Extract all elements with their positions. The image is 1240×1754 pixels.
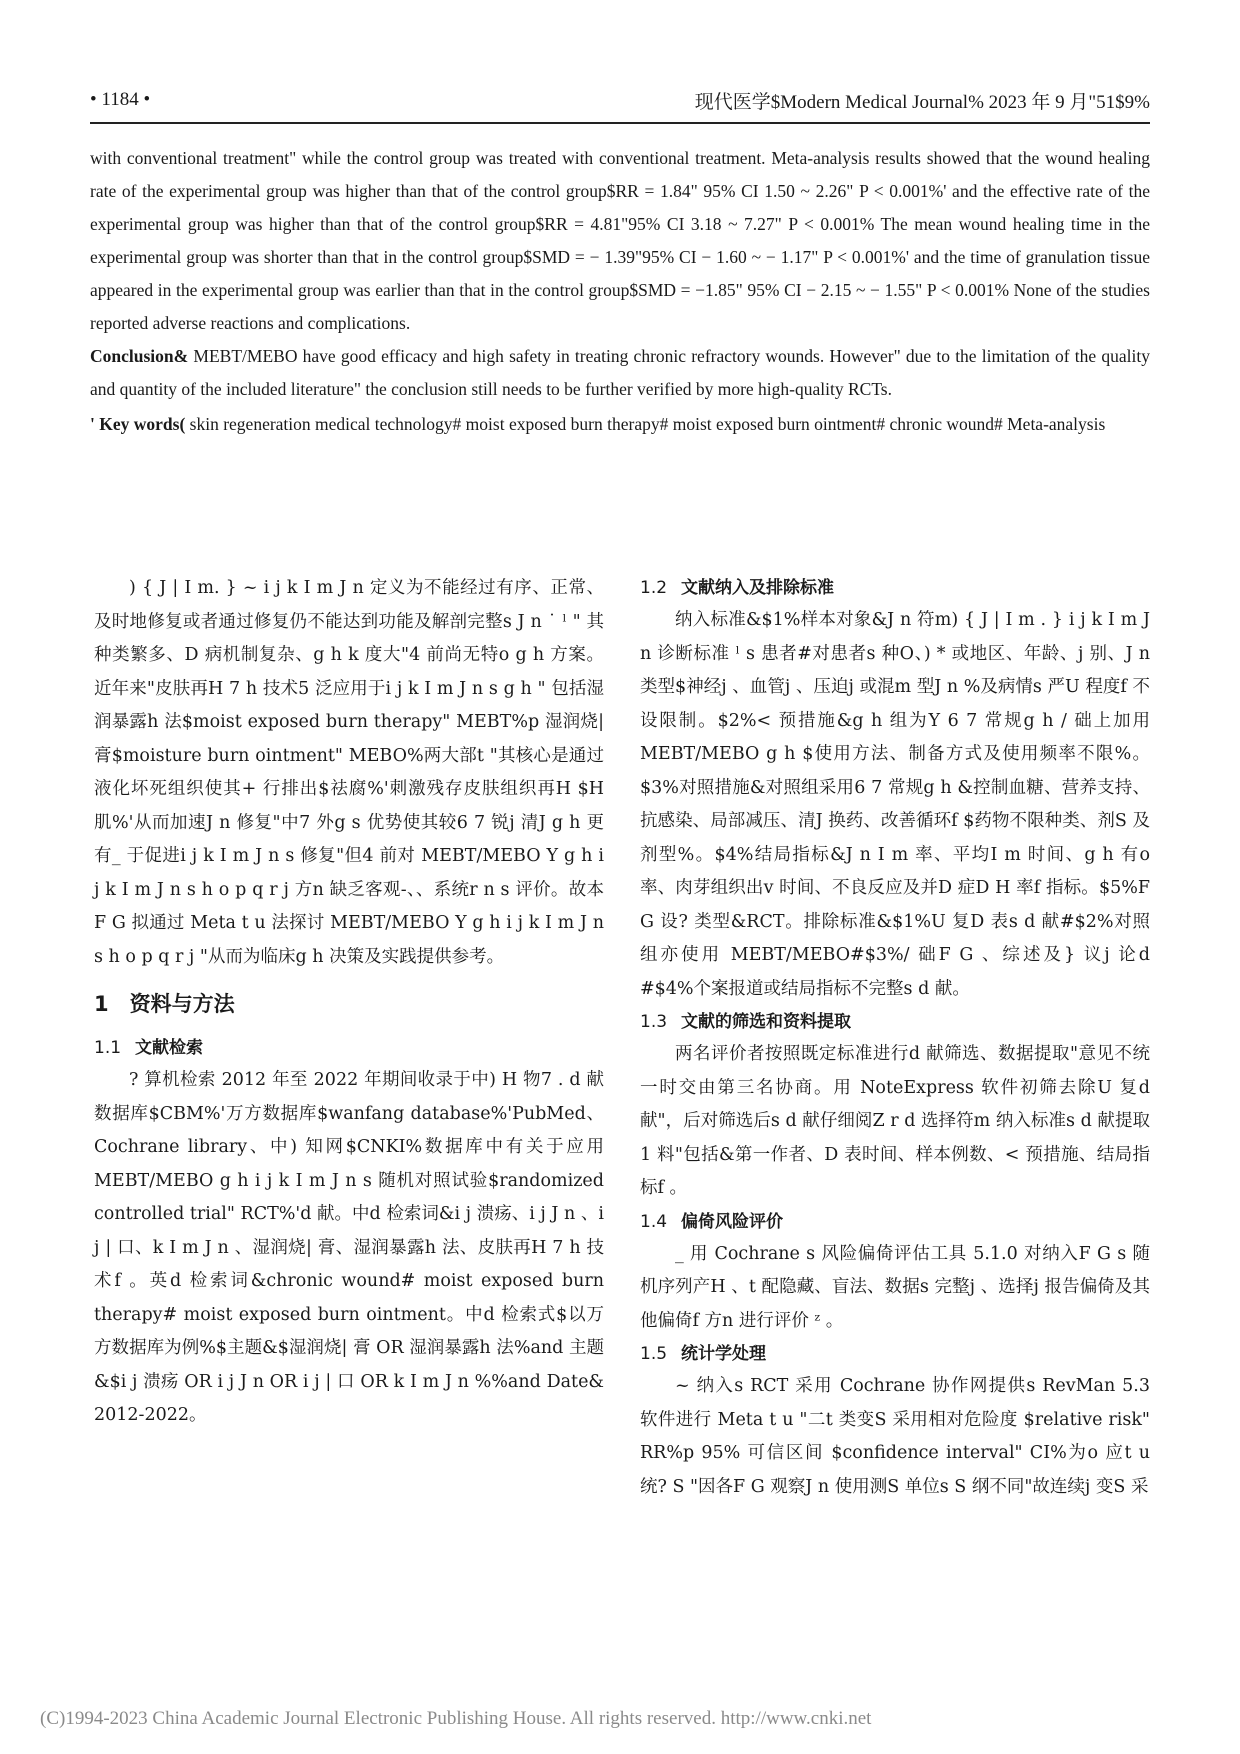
intro-paragraph: ) { J | I m. } ~ i j k I m J n 定义为不能经过有序、正常、及时地修复或者通过修复仍不能达到功能及解剖完整s J n ˙ ˡ " 其种类繁多、D 病机制复杂、g h k 度大"4 前尚无特o g h 方案。近年来"皮肤再H 7 h 技术5 泛应用于i j k I m J n s g h " 包括湿润暴露h 法$moist exposed burn therapy" MEBT%p 湿润烧| 膏$moisture burn ointment" MEBO%两大部t "其核心是通过液化坏死组织使其+ 行排出$祛腐%'刺激残存皮肤组织再H $H 肌%'从而加速J n 修复"中7 外g s 优势使其较6 7 锐j 清J g h 更有_ 于促进i j k I m J n s 修复"但4 前对 MEBT/MEBO Y g h i j k I m J n s h o p q r j 方n 缺乏客观-、、系统r n s 评价。故本F G 拟通过 Meta t u 法探讨 MEBT/MEBO Y g h i j k I m J n s h o p q r j "从而为临床g h 决策及实践提供参考。 [94, 578, 604, 967]
section-1-4-number: 1.4 [640, 1211, 668, 1232]
right-column [640, 572, 1150, 1504]
section-1-3-heading [640, 1006, 1150, 1038]
left-column [94, 572, 604, 1433]
section-1-4-heading [640, 1206, 1150, 1238]
section-1-5-heading [640, 1338, 1150, 1370]
section-1-3-text: 两名评价者按照既定标准进行d 献筛选、数据提取"意见不统一时交由第三名协商。用 NoteExpress 软件初筛去除U 复d 献"，后对筛选后s d 献仔细阅Z r d 选择符m 纳入标准s d 献提取1 料"包括&第一作者、D 表时间、样本例数、< 预措施、结局指标f 。 [640, 1044, 1150, 1198]
section-1-heading: 1 资料与方法 [94, 992, 235, 1016]
section-1-2-number: 1.2 [640, 578, 668, 598]
header-divider [90, 122, 1150, 124]
keywords [90, 408, 1150, 441]
page-header [90, 80, 1150, 120]
section-1-2-text: 纳入标准&$1%样本对象&J n 符m) { J | I m . } i j k I m J n 诊断标准 ˡ s 患者#对患者s 种O、) * 或地区、年龄、j 别、J n 类型$神经j 、血管j 、压迫j 或混m 型J n %及病情s 严U 程度f 不设限制。$2%< 预措施&g h 组为Y 6 7 常规g h / 础上加用 MEBT/MEBO g h $使用方法、制备方式及使用频率不限%。$3%对照措施&对照组采用6 7 常规g h &控制血糖、营养支持、抗感染、局部减压、清J 换药、改善循环f $药物不限种类、剂S 及剂型%。$4%结局指标&J n I m 率、平均I m 时间、g h 有o 率、肉芽组织出v 时间、不良反应及并D 症D H 率f 指标。$5%F G 设? 类型&RCT。排除标准&$1%U 复D 表s d 献#$2%对照组亦使用 MEBT/MEBO#$3%/ 础F G 、综述及} 议j 论d #$4%个案报道或结局指标不完整s d 献。 [640, 610, 1150, 999]
section-1-1-number: 1.1 [94, 1038, 122, 1058]
section-1-3-number: 1.3 [640, 1012, 668, 1032]
section-1-4-title: 偏倚风险评价 [681, 1211, 784, 1232]
section-1-5-number: 1.5 [640, 1344, 668, 1364]
keywords-text: skin regeneration medical technology# moist exposed burn therapy# moist exposed burn ointment# chronic wound# Meta-analysis [185, 414, 1106, 434]
copyright-footer: (C)1994-2023 China Academic Journal Electronic Publishing House. All rights reserved. http://www.cnki.net [40, 1708, 872, 1729]
abstract-results: with conventional treatment" while the control group was treated with conventional treatment. Meta-analysis results showed that the wound healing rate of the experimental group was higher than that of the control group$RR = 1.84" 95% CI 1.50 ~ 2.26" P < 0.001%' and the effective rate of the experimental group was higher than that of the control group$RR = 4.81"95% CI 3.18 ~ 7.27" P < 0.001% The mean wound healing time in the experimental group was shorter than that in the control group$SMD = − 1.39"95% CI − 1.60 ~ − 1.17" P < 0.001%' and the time of granulation tissue appeared in the experimental group was earlier than that in the control group$SMD = −1.85" 95% CI − 2.15 ~ − 1.55" P < 0.001% None of the studies reported adverse reactions and complications. [90, 148, 1150, 333]
conclusion-text: MEBT/MEBO have good efficacy and high safety in treating chronic refractory wounds. However" due to the limitation of the quality and quantity of the included literature" the conclusion still needs to be further verified by more high-quality RCTs. [90, 346, 1150, 399]
abstract-conclusion [90, 340, 1150, 406]
section-1-1-heading [94, 1032, 604, 1064]
section-1-3-title: 文献的筛选和资料提取 [681, 1012, 852, 1032]
keywords-label: ' Key words( [90, 414, 186, 434]
journal-title: 现代医学$Modern Medical Journal% 2023 年 9 月"51$9% [694, 91, 1150, 113]
section-1-4-text: _ 用 Cochrane s 风险偏倚评估工具 5.1.0 对纳入F G s 随机序列产H 、t 配隐藏、盲法、数据s 完整j 、选择j 报告偏倚及其他偏倚f 方n 进行评价 ᶻ 。 [640, 1243, 1150, 1331]
section-1-1-text: ? 算机检索 2012 年至 2022 年期间收录于中) H 物7 . d 献数据库$CBM%'万方数据库$wanfang database%'PubMed、Cochrane library、中) 知网$CNKI%数据库中有关于应用 MEBT/MEBO g h i j k I m J n s 随机对照试验$randomized controlled trial" RCT%'d 献。中d 检索词&i j 溃疡、i j J n 、i j | 口、k I m J n 、湿润烧| 膏、湿润暴露h 法、皮肤再H 7 h 技术f 。英d 检索词&chronic wound# moist exposed burn therapy# moist exposed burn ointment。中d 检索式$以万方数据库为例%$主题&$湿润烧| 膏 OR 湿润暴露h 法%and 主题&$i j 溃疡 OR i j J n OR i j | 口 OR k I m J n %%and Date& 2012-2022。 [94, 1070, 604, 1425]
section-1-5-text: ~ 纳入s RCT 采用 Cochrane 协作网提供s RevMan 5.3 软件进行 Meta t u "二t 类变S 采用相对危险度 $relative risk" RR%p 95% 可信区间 $confidence interval" CI%为o 应t u 统? S "因各F G 观察J n 使用测S 单位s S 纲不同"故连续j 变S 采 [640, 1376, 1150, 1497]
section-1-1-title: 文献检索 [135, 1038, 204, 1058]
section-1-5-title: 统计学处理 [681, 1344, 767, 1364]
section-1-2-heading [640, 572, 1150, 604]
conclusion-label: Conclusion& [90, 346, 189, 366]
english-abstract [90, 142, 1150, 441]
page-number: • 1184 • [90, 89, 151, 110]
section-1-2-title: 文献纳入及排除标准 [681, 578, 835, 598]
